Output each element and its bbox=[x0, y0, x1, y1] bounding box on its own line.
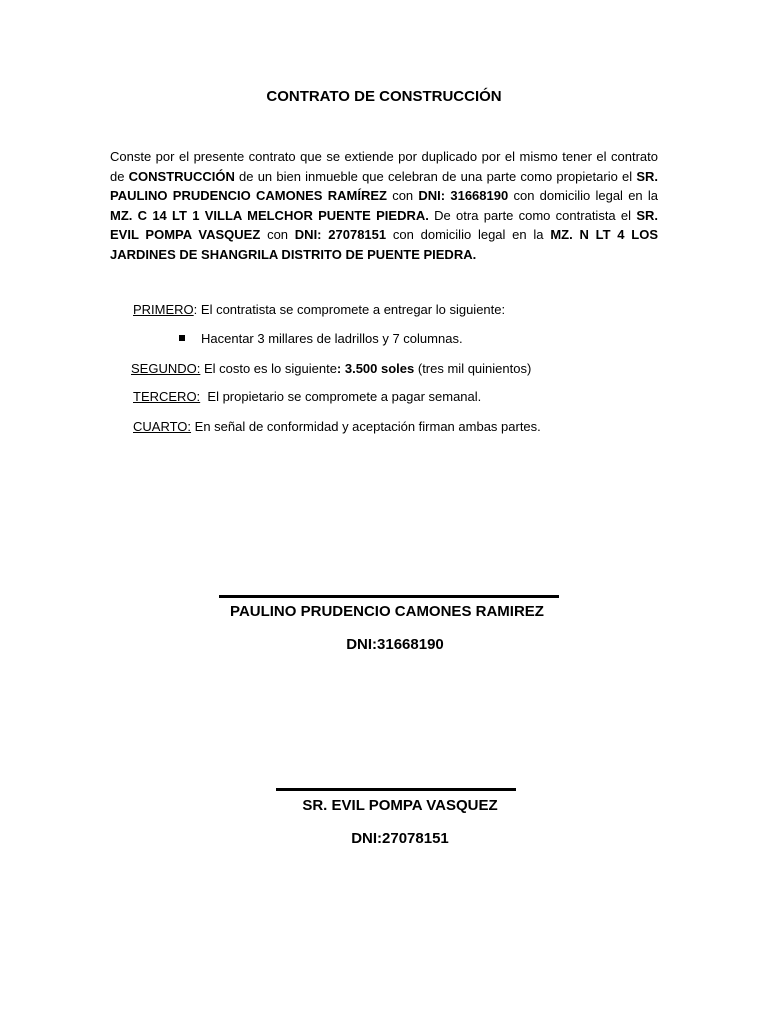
intro-text-6: con bbox=[260, 227, 295, 242]
clause-cuarto bbox=[133, 419, 541, 434]
intro-bold-contractor-dni: DNI: 27078151 bbox=[294, 227, 387, 242]
intro-bold-contractor-name: SR. EVIL POMPA VASQUEZ bbox=[110, 207, 659, 242]
signature-line-owner bbox=[219, 595, 559, 598]
clause-tercero-label: TERCERO: bbox=[133, 389, 201, 404]
intro-bold-owner-dni: DNI: 31668190 bbox=[418, 188, 509, 203]
intro-text-3: con bbox=[386, 188, 419, 203]
intro-bold-owner-address: MZ. C 14 LT 1 VILLA MELCHOR PUENTE PIEDRA. bbox=[110, 207, 429, 223]
clause-tercero-text: El propietario se compromete a pagar semanal. bbox=[200, 389, 482, 404]
signature-dni-owner: DNI:31668190 bbox=[346, 636, 444, 653]
list-item-text: Hacentar 3 millares de ladrillos y 7 columnas. bbox=[201, 331, 463, 346]
intro-text-1: Conste por el presente contrato que se extiende por duplicado por el mismo tener el contrato de bbox=[110, 149, 658, 184]
signature-name-contractor: SR. EVIL POMPA VASQUEZ bbox=[302, 797, 498, 814]
intro-text-5: De otra parte como contratista el bbox=[428, 207, 637, 223]
intro-bold-contractor-address: MZ. N LT 4 LOS JARDINES DE SHANGRILA DISTRITO DE PUENTE PIEDRA. bbox=[110, 227, 659, 262]
intro-paragraph bbox=[110, 147, 658, 264]
clause-segundo-label: SEGUNDO: bbox=[131, 361, 201, 376]
clause-segundo bbox=[131, 361, 531, 376]
intro-text-7: con domicilio legal en la bbox=[386, 227, 551, 242]
clause-primero-text: : El contratista se compromete a entregar lo siguiente: bbox=[193, 302, 506, 317]
list-item bbox=[179, 331, 463, 346]
square-bullet-icon bbox=[179, 335, 185, 341]
intro-text-4: con domicilio legal en la bbox=[508, 188, 659, 203]
clause-tercero bbox=[133, 389, 481, 404]
clause-primero bbox=[133, 302, 505, 317]
intro-text-2: de un bien inmueble que celebran de una parte como propietario el bbox=[234, 168, 637, 184]
intro-bold-contract-type: CONSTRUCCIÓN bbox=[128, 168, 235, 184]
clause-segundo-text: El costo es lo siguiente bbox=[200, 361, 337, 376]
clause-cuarto-label: CUARTO: bbox=[133, 419, 192, 434]
signature-dni-contractor: DNI:27078151 bbox=[351, 830, 449, 847]
signature-line-contractor bbox=[276, 788, 516, 791]
signature-name-owner: PAULINO PRUDENCIO CAMONES RAMIREZ bbox=[230, 603, 544, 620]
clause-segundo-amount-words: (tres mil quinientos) bbox=[414, 361, 532, 376]
clause-primero-label: PRIMERO bbox=[133, 302, 194, 317]
document-title: CONTRATO DE CONSTRUCCIÓN bbox=[266, 88, 502, 105]
clause-segundo-amount: : 3.500 soles bbox=[336, 361, 415, 376]
intro-bold-owner-name: SR. PAULINO PRUDENCIO CAMONES RAMÍREZ bbox=[110, 168, 658, 203]
clause-cuarto-text: En señal de conformidad y aceptación firman ambas partes. bbox=[191, 419, 541, 434]
